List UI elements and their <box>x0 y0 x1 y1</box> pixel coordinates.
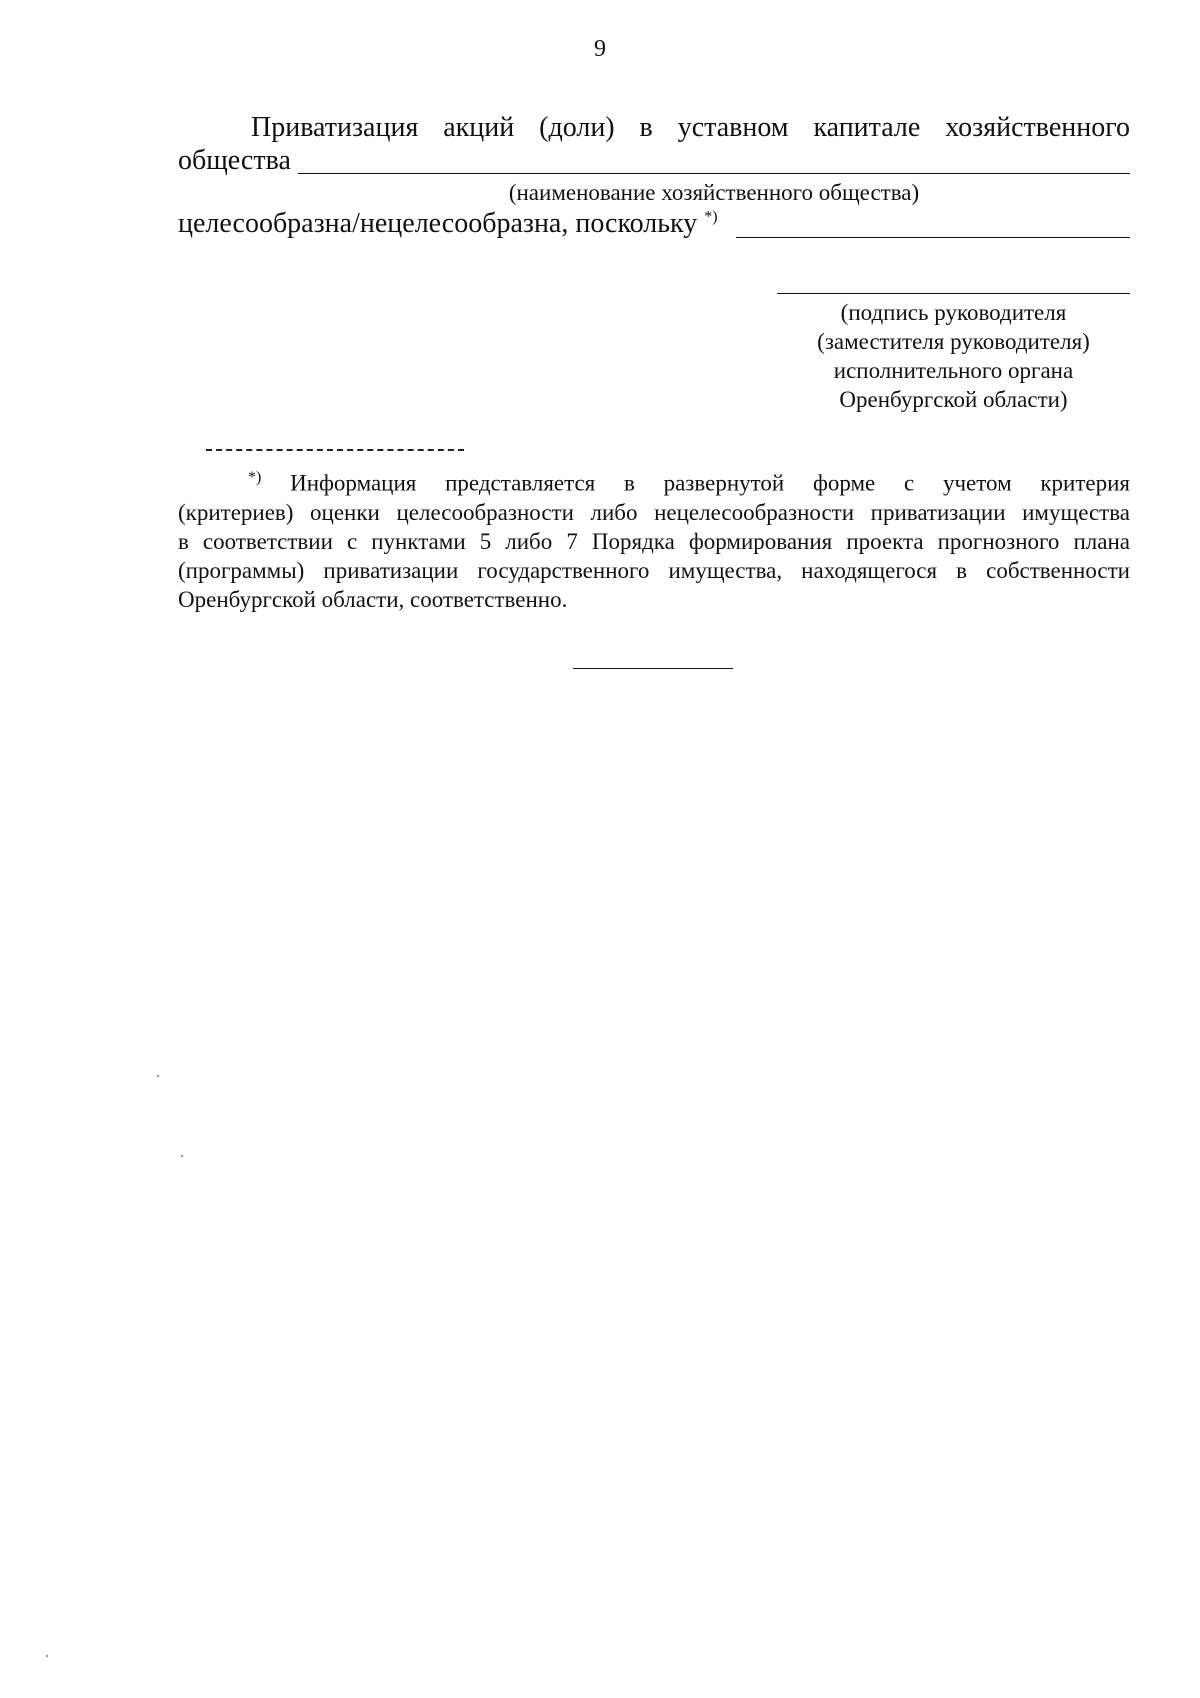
society-label: общества <box>178 145 291 176</box>
signature-blank[interactable] <box>777 293 1130 294</box>
scan-speck <box>181 1155 183 1157</box>
reason-blank[interactable] <box>736 237 1130 238</box>
footnote-line: в соответствии с пунктами 5 либо 7 Порядка формирования проекта прогнозного плана <box>178 528 1130 554</box>
reason-label: целесообразна/нецелесообразна, поскольку <box>178 208 698 239</box>
signature-caption-line: (подпись руководителя <box>840 300 1067 325</box>
signature-caption <box>777 298 1130 414</box>
footnote-line: Оренбургской области, соответственно. <box>178 586 568 612</box>
footnote-mark: *) <box>248 469 262 486</box>
paragraph-line-3 <box>178 208 718 240</box>
footnote-line: (программы) приватизации государственного имущества, находящегося в собственности <box>178 557 1130 583</box>
paragraph-line-1: Приватизация акций (доли) в уставном капитале хозяйственного <box>251 112 1130 143</box>
footnote <box>178 463 1130 614</box>
footnote-line-text: Информация представляется в развернутой форме с учетом критерия <box>290 470 1131 496</box>
society-name-caption: (наименование хозяйственного общества) <box>508 180 920 205</box>
footnote-reference: *) <box>704 208 718 226</box>
end-of-document-rule <box>573 668 733 669</box>
scan-speck <box>46 1655 48 1657</box>
paragraph-line-2 <box>178 145 291 177</box>
signature-caption-line: Оренбургской области) <box>839 387 1068 412</box>
footnote-line: (критериев) оценки целесообразности либо нецелесообразности приватизации имущества <box>178 499 1130 525</box>
signature-caption-line: исполнительного органа <box>833 358 1074 383</box>
signature-caption-line: (заместителя руководителя) <box>817 329 1090 354</box>
scan-speck <box>157 1075 159 1077</box>
footnote-line <box>178 463 1130 498</box>
footnote-separator <box>206 449 464 451</box>
page-number: 9 <box>594 36 606 62</box>
society-name-blank[interactable] <box>298 173 1130 174</box>
